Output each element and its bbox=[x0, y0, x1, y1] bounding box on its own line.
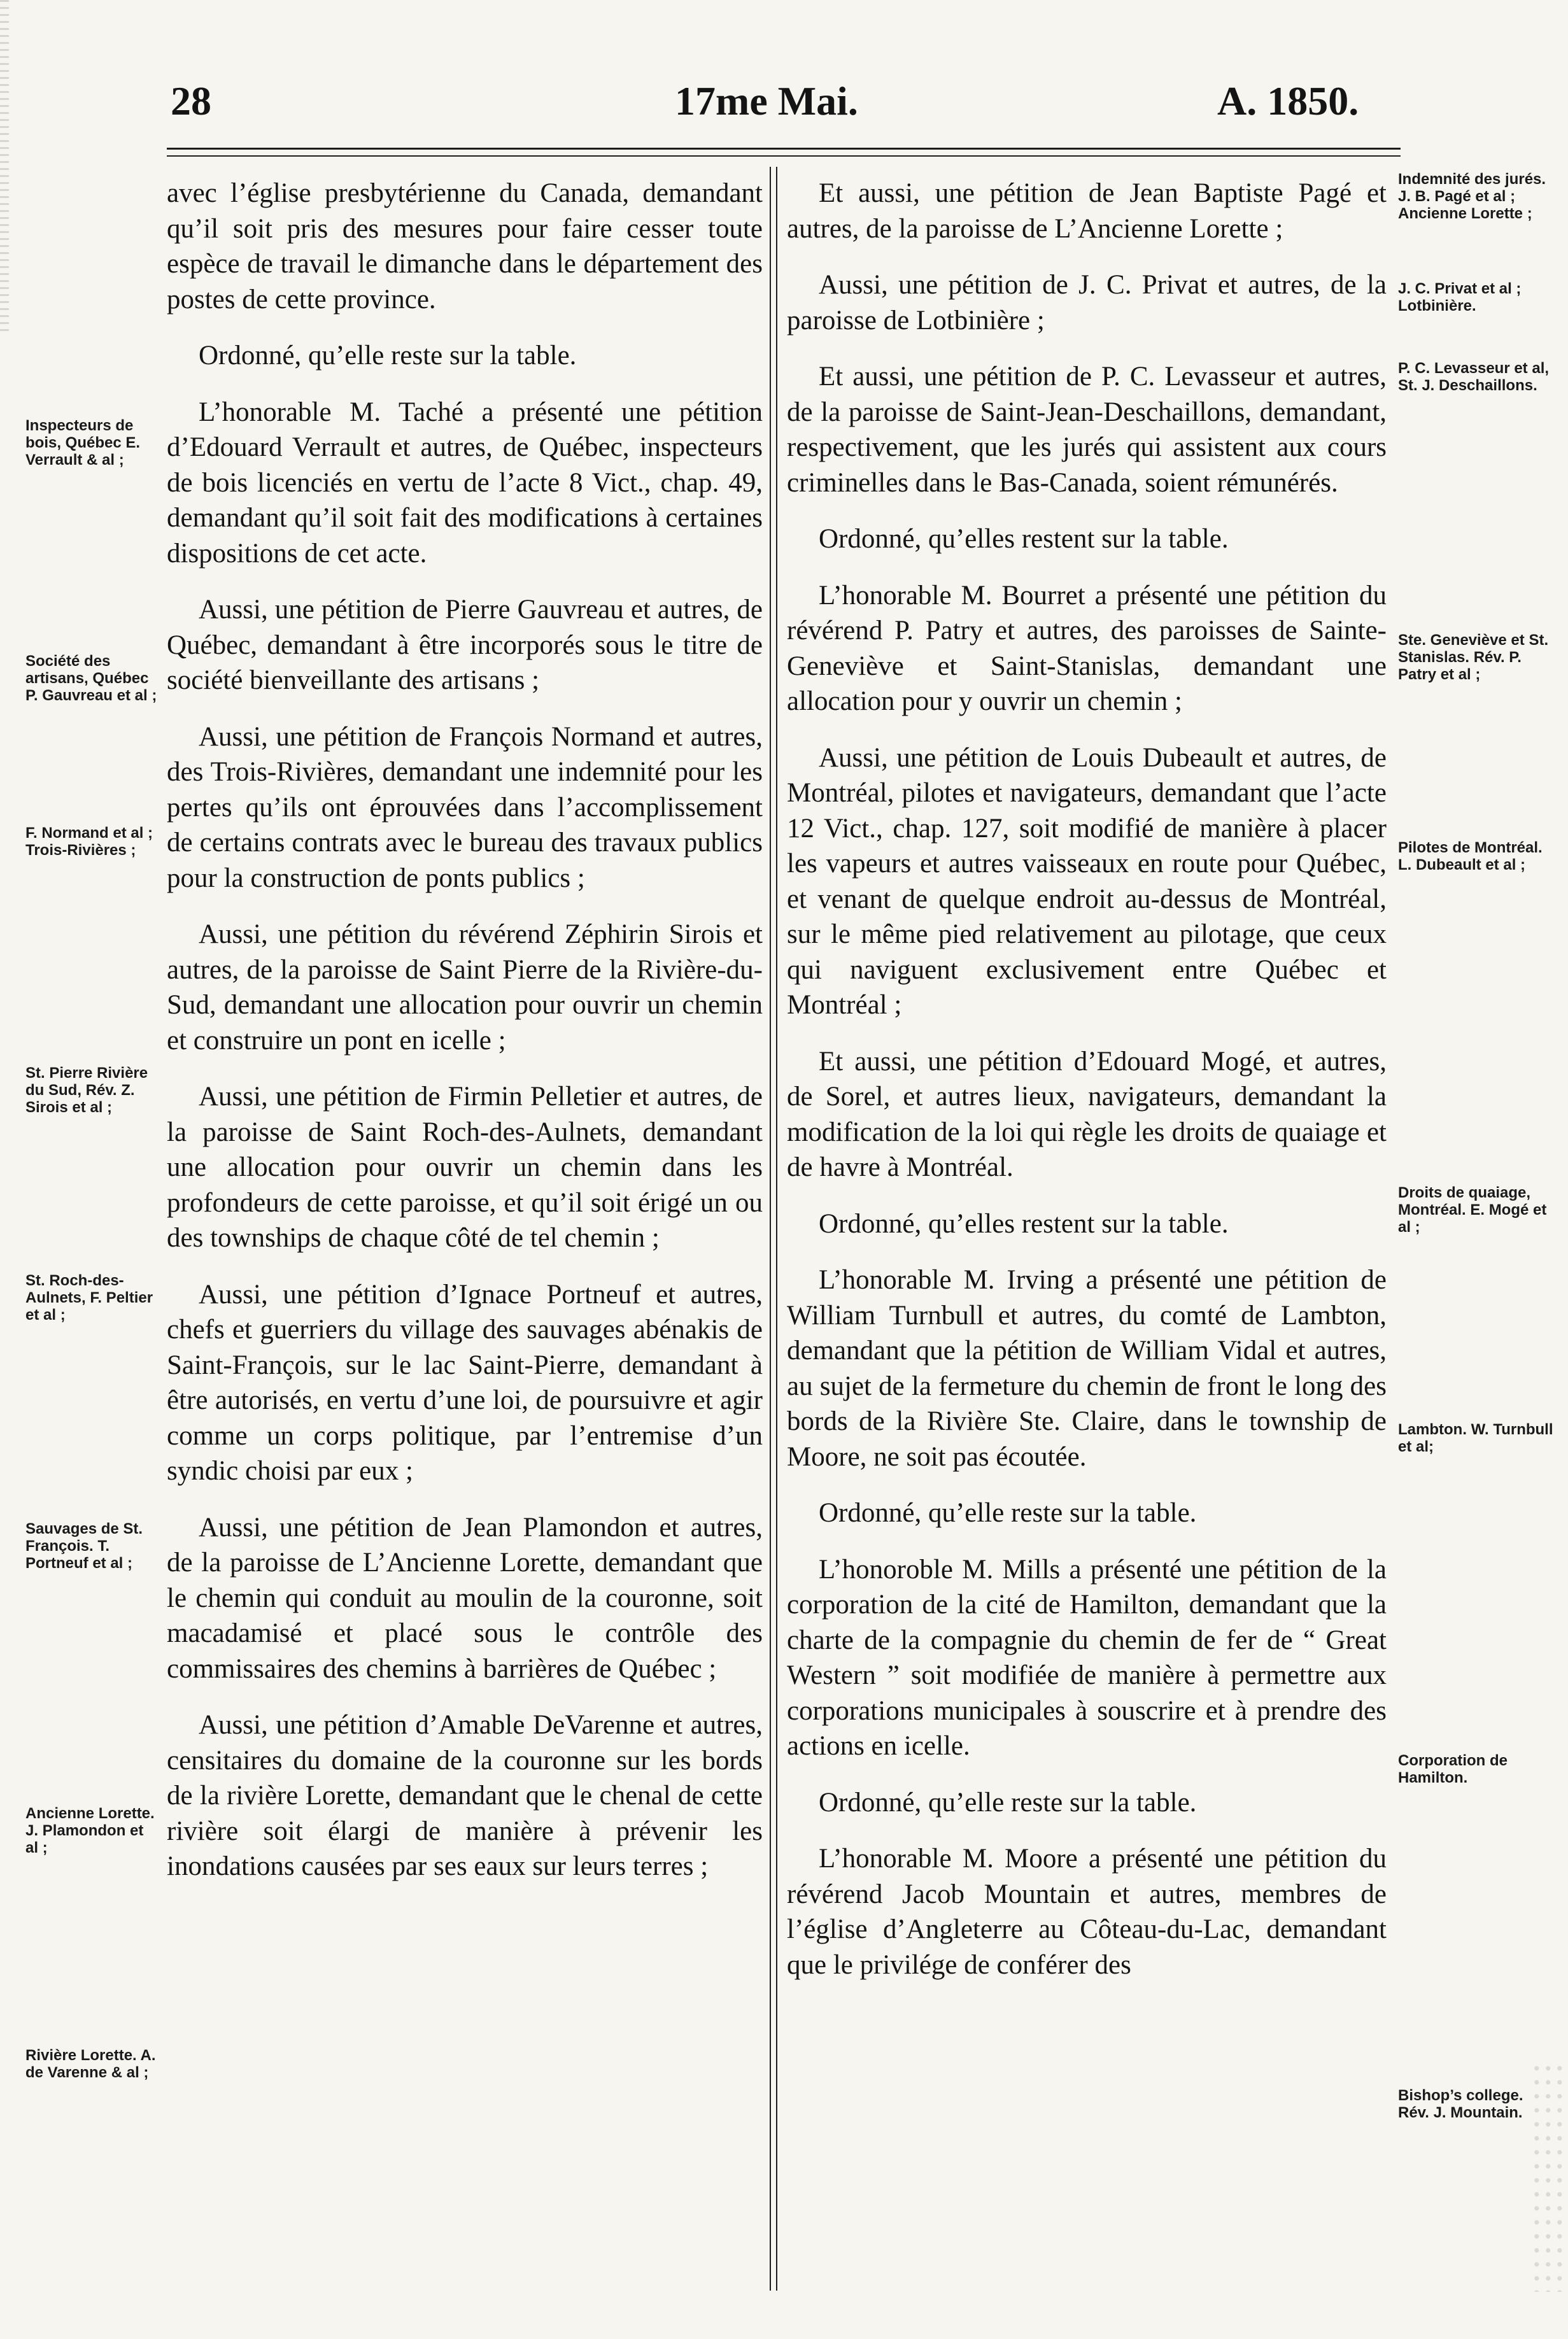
margin-note: Inspecteurs de bois, Québec E. Verrault & al ; bbox=[25, 417, 141, 469]
paragraph: Aussi, une pétition de J. C. Privat et autres, de la paroisse de Lotbinière ; bbox=[787, 270, 1387, 336]
paragraph: Et aussi, une pétition de Jean Baptiste Pagé et autres, de la paroisse de L’Ancienne Lorette ; bbox=[787, 178, 1387, 244]
paragraph: Aussi, une pétition d’Amable DeVarenne et autres, censitaires du domaine de la couronne sur les bords de la rivière Lorette, demandant que le chenal de cette rivière soit élargi de manière à prévenir les inondations causées par ses eaux sur leurs terres ; bbox=[167, 1710, 763, 1881]
paragraph: Et aussi, une pétition d’Edouard Mogé, et autres, de Sorel, et autres lieux, navigateurs, demandant la modification de la loi qui règle les droits de quaiage et de havre à Montréal. bbox=[787, 1046, 1387, 1182]
margin-note: Sauvages de St. François. T. Portneuf et al ; bbox=[25, 1520, 143, 1572]
header-rule-top bbox=[167, 148, 1401, 150]
margin-note: Lambton. W. Turnbull et al; bbox=[1398, 1421, 1553, 1455]
paragraph: Ordonné, qu’elle reste sur la table. bbox=[819, 1498, 1197, 1528]
header-rule-bottom bbox=[167, 155, 1401, 157]
page-number: 28 bbox=[171, 78, 211, 124]
margin-note: P. C. Levasseur et al, St. J. Deschaillons. bbox=[1398, 360, 1550, 394]
margin-note: St. Roch-des-Aulnets, F. Peltier et al ; bbox=[25, 1272, 153, 1324]
margin-note: Pilotes de Montréal. L. Dubeault et al ; bbox=[1398, 839, 1543, 873]
paragraph: L’honorable M. Moore a présenté une pétition du révérend Jacob Mountain et autres, membres de l’église d’Angleterre au Côteau-du-Lac, demandant que le privilége de conférer des bbox=[787, 1844, 1387, 1980]
paragraph: Aussi, une pétition du révérend Zéphirin Sirois et autres, de la paroisse de Saint Pierre de la Rivière-du-Sud, demandant une allocation pour ouvrir un chemin et construire un pont en icelle ; bbox=[167, 919, 763, 1056]
paragraph: L’honorable M. Irving a présenté une pétition de William Turnbull et autres, du comté de Lambton, demandant que la pétition de William Vidal et autres, au sujet de la fermeture du chemin de front le long des bords de la Rivière Ste. Claire, dans le township de Moore, ne soit pas écoutée. bbox=[787, 1265, 1387, 1472]
scan-edge bbox=[0, 0, 9, 331]
margin-note: Ancienne Lorette. J. Plamondon et al ; bbox=[25, 1805, 155, 1856]
paragraph: Ordonné, qu’elles restent sur la table. bbox=[819, 1208, 1229, 1239]
paragraph: Aussi, une pétition de François Normand et autres, des Trois-Rivières, demandant une indemnité pour les pertes qu’ils ont éprouvées dans l’accomplissement de certains contrats avec le bureau des travaux publics pour la construction de ponts publics ; bbox=[167, 721, 763, 893]
margin-note: Bishop’s college. Rév. J. Mountain. bbox=[1398, 2087, 1523, 2121]
paragraph: Aussi, une pétition d’Ignace Portneuf et autres, chefs et guerriers du village des sauvages abénakis de Saint-François, sur le lac Saint-Pierre, demandant à être autorisés, en vertu d’une loi, de poursuivre et agir comme un corps politique, par l’entremise d’un syndic choisi par eux ; bbox=[167, 1279, 763, 1486]
margin-note: Société des artisans, Québec P. Gauvreau et al ; bbox=[25, 653, 157, 704]
paragraph: avec l’église presbytérienne du Canada, demandant qu’il soit pris des mesures pour faire cesser toute espèce de travail le dimanche dans le département des postes de cette province. bbox=[167, 178, 763, 314]
paragraph: Et aussi, une pétition de P. C. Levasseur et autres, de la paroisse de Saint-Jean-Deschaillons, demandant, respectivement, que les jurés qui assistent aux cours criminelles dans le Bas-Canada, soient rémunérés. bbox=[787, 362, 1387, 498]
page-date: 17me Mai. bbox=[675, 78, 858, 124]
paragraph: L’honorable M. Taché a présenté une pétition d’Edouard Verrault et autres, de Québec, inspecteurs de bois licenciés en vertu de l’acte 8 Vict., chap. 49, demandant qu’il soit fait des modifications à certaines dispositions de cet acte. bbox=[167, 397, 763, 569]
margin-note: Droits de quaiage, Montréal. E. Mogé et al ; bbox=[1398, 1184, 1547, 1236]
paragraph: L’honorable M. Bourret a présenté une pétition du révérend P. Patry et autres, des paroisses de Sainte-Geneviève et Saint-Stanislas, demandant une allocation pour y ouvrir un chemin ; bbox=[787, 580, 1387, 716]
margin-note: F. Normand et al ; Trois-Rivières ; bbox=[25, 824, 153, 859]
margin-note: Rivière Lorette. A. de Varenne & al ; bbox=[25, 2047, 156, 2081]
paragraph: Aussi, une pétition de Louis Dubeault et autres, de Montréal, pilotes et navigateurs, demandant que l’acte 12 Vict., chap. 127, soit modifié de manière à placer les vapeurs et autres vaisseaux en route pour Québec, et venant de quelque endroit au-dessus de Montréal, sur le même pied relativement au pilotage, que ceux qui naviguent exclusivement entre Québec et Montréal ; bbox=[787, 742, 1387, 1020]
page-year: A. 1850. bbox=[1217, 78, 1359, 124]
margin-note: St. Pierre Rivière du Sud, Rév. Z. Sirois et al ; bbox=[25, 1064, 148, 1116]
scan-speckle bbox=[1530, 2063, 1568, 2292]
right-column bbox=[787, 176, 1387, 2003]
paragraph: Ordonné, qu’elle reste sur la table. bbox=[819, 1787, 1197, 1818]
paragraph: Ordonné, qu’elle reste sur la table. bbox=[199, 341, 577, 371]
left-column bbox=[167, 176, 763, 1905]
margin-note: Indemnité des jurés. J. B. Pagé et al ; Ancienne Lorette ; bbox=[1398, 171, 1546, 222]
column-divider-right bbox=[776, 167, 777, 2291]
margin-note: J. C. Privat et al ; Lotbinière. bbox=[1398, 280, 1522, 314]
paragraph: L’honoroble M. Mills a présenté une pétition de la corporation de la cité de Hamilton, demandant que la charte de la compagnie du chemin de fer de “ Great Western ” soit modifiée de manière à permettre aux corporations municipales à souscrire et à prendre des actions en icelle. bbox=[787, 1554, 1387, 1761]
margin-note: Corporation de Hamilton. bbox=[1398, 1752, 1508, 1786]
paragraph: Aussi, une pétition de Jean Plamondon et autres, de la paroisse de L’Ancienne Lorette, demandant que le chemin qui conduit au moulin de la couronne, soit macadamisé et placé sous le contrôle des commissaires des chemins à barrières de Québec ; bbox=[167, 1512, 763, 1684]
paragraph: Ordonné, qu’elles restent sur la table. bbox=[819, 524, 1229, 554]
margin-note: Ste. Geneviève et St. Stanislas. Rév. P. Patry et al ; bbox=[1398, 632, 1549, 683]
paragraph: Aussi, une pétition de Firmin Pelletier et autres, de la paroisse de Saint Roch-des-Aulnets, demandant une allocation pour ouvrir un chemin dans les profondeurs de cette paroisse, et qu’il soit érigé un ou des townships de chaque côté de tel chemin ; bbox=[167, 1082, 763, 1253]
column-divider-left bbox=[770, 167, 771, 2291]
paragraph: Aussi, une pétition de Pierre Gauvreau et autres, de Québec, demandant à être incorporés sous le titre de société bienveillante des artisans ; bbox=[167, 595, 763, 695]
